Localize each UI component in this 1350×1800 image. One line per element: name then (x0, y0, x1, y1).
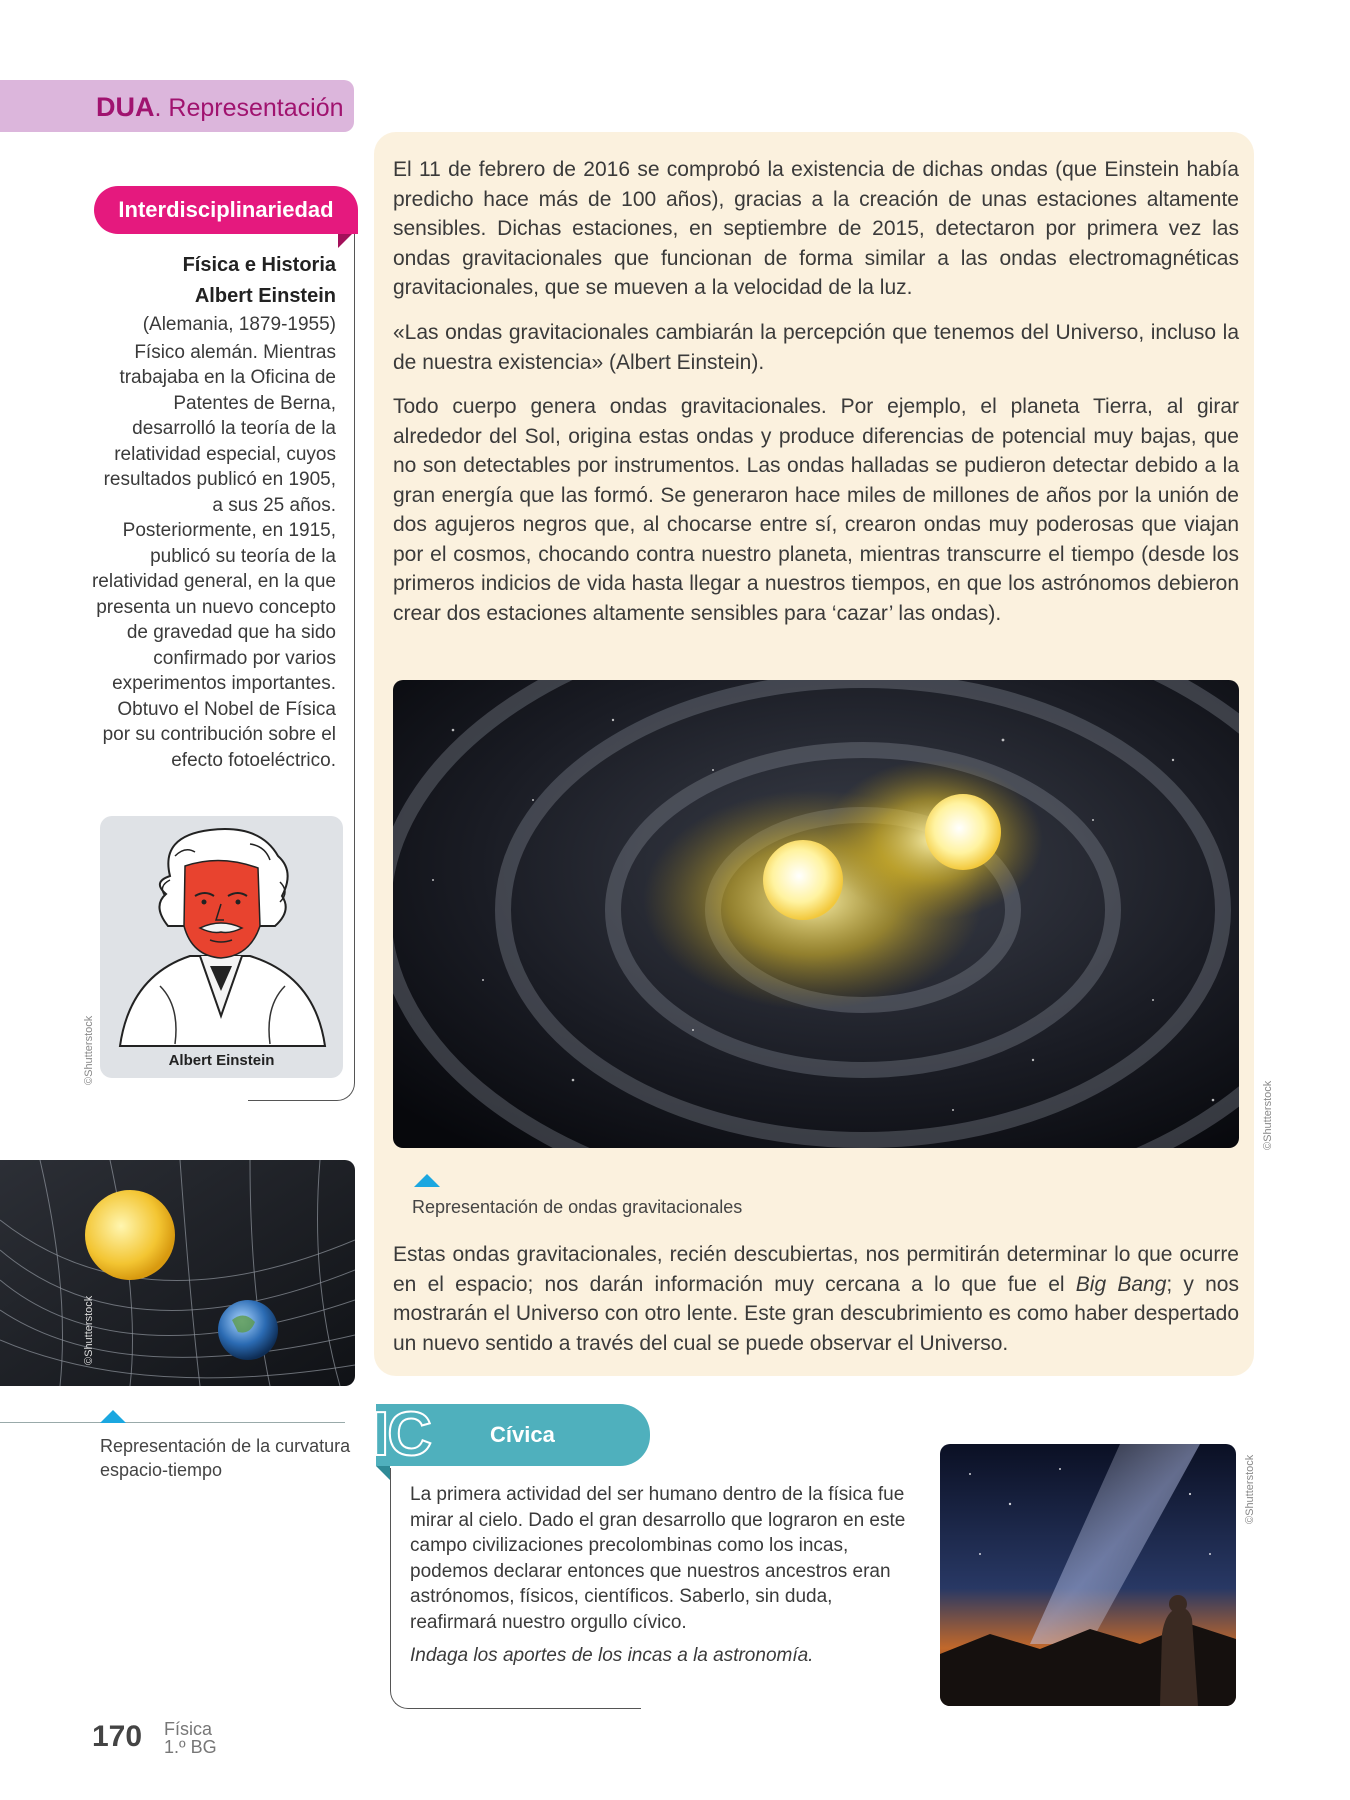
gravitational-waves-image (393, 680, 1239, 1148)
interdisciplinary-text (90, 250, 336, 773)
caption-rule (0, 1422, 345, 1423)
closing-text-1: Estas ondas gravitacionales, recién descubiertas, nos permitirán determinar lo que ocurre en el espacio; nos darán información muy cercana a lo que fue el (393, 1243, 1239, 1296)
closing-text-2: ; y nos mostrarán el Universo con otro lente. Este gran descubrimiento es como haber despertado un nuevo sentido a través del cual se puede observar el Universo. (393, 1272, 1239, 1355)
stargazer-icon (940, 1444, 1236, 1706)
sidebar-bio: Físico alemán. Mientras trabajaba en la Oficina de Patentes de Berna, desarrolló la teoría de la relatividad especial, cuyos resultados publicó en 1905, a sus 25 años. Posteriormente, en 1915, publicó su teoría de la relatividad general, en la que presenta un nuevo concepto de gravedad que ha sido confirmado por varios experimentos importantes. Obtuvo el Nobel de Física por su contribución sobre el efecto fotoeléctrico. (91, 341, 336, 771)
dua-title (96, 92, 344, 123)
night-sky-image (940, 1444, 1236, 1706)
main-image-credit: ©Shutterstock (1262, 1080, 1274, 1150)
main-image-caption: Representación de ondas gravitacionales (412, 1197, 743, 1217)
footer-subject-name: Física (164, 1719, 213, 1739)
curvature-caption: Representación de la curvatura espacio-tiempo (100, 1436, 351, 1480)
einstein-image-caption: Albert Einstein (168, 1052, 275, 1069)
civica-task: Indaga los aportes de los incas a la astronomía. (410, 1645, 814, 1666)
einstein-credit: ©Shutterstock (83, 1015, 95, 1085)
dua-title-bold: DUA (96, 92, 155, 122)
badge-fold (338, 234, 352, 248)
page-number: 170 (92, 1720, 143, 1753)
dua-title-rest: . Representación (154, 94, 344, 122)
binary-stars-icon (393, 680, 1239, 1148)
footer-level: 1.º BG (164, 1737, 217, 1757)
sidebar-person-name: Albert Einstein (194, 285, 336, 307)
paragraph-2: «Las ondas gravitacionales cambiarán la percepción que tenemos del Universo, incluso la de nuestra existencia» (Albert Einstein). (393, 321, 1239, 374)
paragraph-3: Todo cuerpo genera ondas gravitacionales. Por ejemplo, el planeta Tierra, al girar alrededor del Sol, origina estas ondas y produce diferencias de potencial muy bajas, que no son detectables por instrumentos. Las ondas halladas se pudieron detectar debido a la gran energía que las formó. Se generaron hace miles de millones de años por la unión de dos agujeros negros que, al chocarse entre sí, crearon ondas muy poderosas que viajan por el cosmos, chocando contra nuestro planeta, mientras transcurre el tiempo (desde los primeros indicios de vida hasta llegar a nuestros tiempos, en que los astrónomos debieron crear dos estaciones altamente sensibles para ‘cazar’ las ondas). (393, 395, 1239, 625)
footer-subject (164, 1720, 217, 1756)
caption-pointer-icon (414, 1174, 440, 1187)
sidebar-subject: Física e Historia (182, 254, 336, 276)
curvature-credit: ©Shutterstock (83, 1295, 95, 1365)
curvature-caption-pointer-icon (100, 1410, 126, 1423)
sidebar-origin: (Alemania, 1879-1955) (142, 314, 336, 335)
civica-body: La primera actividad del ser humano dentro de la física fue mirar al cielo. Dado el gran desarrollo que lograron en este campo civilizaciones precolombinas como los incas, podemos declarar entonces que nuestros ancestros eran astrónomos, físicos, científicos. Saberlo, sin duda, reafirmará nuestro orgullo cívico. (410, 1484, 906, 1633)
einstein-illustration (100, 816, 343, 1078)
civica-text (410, 1482, 910, 1669)
closing-italic: Big Bang (1075, 1272, 1167, 1296)
sun-earth-grid-icon (0, 1160, 355, 1386)
interdisciplinary-badge: Interdisciplinariedad (94, 186, 358, 234)
einstein-portrait-icon (100, 816, 343, 1078)
closing-paragraph (393, 1240, 1239, 1358)
civica-label: Cívica (490, 1422, 555, 1447)
paragraph-1: El 11 de febrero de 2016 se comprobó la existencia de dichas ondas (que Einstein había predicho hace más de 100 años), gracias a la creación de unas estaciones altamente sensibles. Dichas estaciones, en septiembre de 2015, detectaron por primera vez las ondas gravitacionales que funcionan de forma similar a las ondas electromagnéticas gravitacionales, que se mueven a la velocidad de la luz. (393, 158, 1239, 299)
spacetime-curvature-image (0, 1160, 355, 1386)
civica-fold (376, 1466, 390, 1480)
civica-ic-logo: IC (372, 1400, 430, 1469)
sky-credit: ©Shutterstock (1244, 1454, 1256, 1524)
